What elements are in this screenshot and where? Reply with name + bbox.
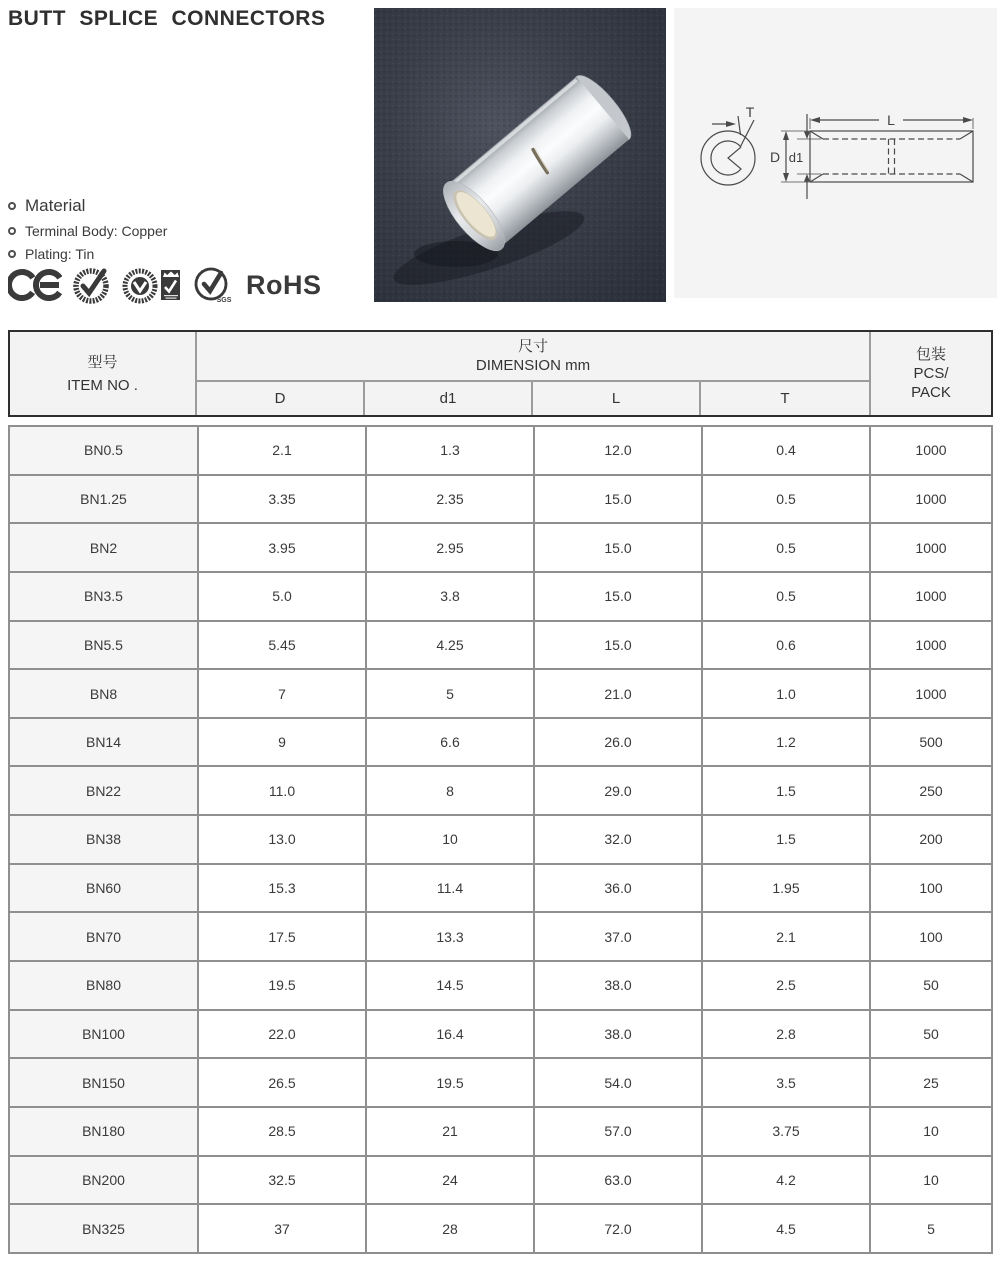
l-cell: 54.0 — [534, 1058, 702, 1107]
butt-splice-connector-image — [374, 8, 666, 302]
header-item-no-zh: 型号 — [87, 353, 118, 371]
d1-cell: 19.5 — [366, 1058, 534, 1107]
d-cell: 37 — [198, 1204, 366, 1253]
d1-cell: 10 — [366, 815, 534, 864]
item-no-cell: BN5.5 — [9, 621, 198, 670]
l-cell: 26.0 — [534, 718, 702, 767]
page-title: BUTT SPLICE CONNECTORS — [8, 7, 326, 30]
t-cell: 3.5 — [702, 1058, 870, 1107]
table-row — [9, 621, 992, 670]
d-cell: 17.5 — [198, 912, 366, 961]
t-cell: 2.1 — [702, 912, 870, 961]
item-no-cell: BN60 — [9, 864, 198, 913]
d1-cell: 16.4 — [366, 1010, 534, 1059]
l-cell: 15.0 — [534, 523, 702, 572]
crown-check-ukas-badge-icon — [122, 265, 182, 305]
d-cell: 22.0 — [198, 1010, 366, 1059]
material-heading: Material — [25, 196, 86, 215]
d1-cell: 3.8 — [366, 572, 534, 621]
item-no-cell: BN14 — [9, 718, 198, 767]
material-item: Plating: Tin — [25, 246, 95, 262]
item-no-cell: BN150 — [9, 1058, 198, 1107]
table-row — [9, 815, 992, 864]
header-pack-en2: PACK — [911, 384, 951, 401]
bullet-ring-icon — [8, 202, 16, 210]
drawing-panel — [674, 8, 997, 298]
table-row — [9, 1156, 992, 1205]
material-item-row — [8, 223, 167, 239]
pack-cell: 1000 — [870, 475, 992, 524]
table-row — [9, 669, 992, 718]
t-cell: 1.95 — [702, 864, 870, 913]
table-row — [9, 1058, 992, 1107]
d1-cell: 6.6 — [366, 718, 534, 767]
dim-label-L: L — [887, 112, 895, 128]
d-cell: 5.45 — [198, 621, 366, 670]
d1-cell: 8 — [366, 766, 534, 815]
pack-cell: 1000 — [870, 572, 992, 621]
d1-cell: 21 — [366, 1107, 534, 1156]
d-cell: 13.0 — [198, 815, 366, 864]
d1-cell: 13.3 — [366, 912, 534, 961]
item-no-cell: BN38 — [9, 815, 198, 864]
d1-cell: 5 — [366, 669, 534, 718]
l-cell: 37.0 — [534, 912, 702, 961]
l-cell: 15.0 — [534, 572, 702, 621]
pack-cell: 10 — [870, 1156, 992, 1205]
t-cell: 1.5 — [702, 815, 870, 864]
l-cell: 38.0 — [534, 1010, 702, 1059]
t-cell: 1.0 — [702, 669, 870, 718]
pack-cell: 100 — [870, 912, 992, 961]
weee-compliance-check-badge-icon — [73, 265, 111, 305]
table-row — [9, 523, 992, 572]
l-cell: 57.0 — [534, 1107, 702, 1156]
header-pack-zh: 包装 — [915, 346, 946, 363]
item-no-cell: BN8 — [9, 669, 198, 718]
t-cell: 1.2 — [702, 718, 870, 767]
item-no-cell: BN70 — [9, 912, 198, 961]
t-cell: 1.5 — [702, 766, 870, 815]
dim-label-T: T — [745, 104, 755, 120]
d-cell: 11.0 — [198, 766, 366, 815]
header-dimension-zh: 尺寸 — [517, 338, 548, 355]
pack-cell: 25 — [870, 1058, 992, 1107]
l-cell: 29.0 — [534, 766, 702, 815]
d1-cell: 2.35 — [366, 475, 534, 524]
ce-mark-icon — [8, 267, 62, 303]
d-cell: 3.95 — [198, 523, 366, 572]
header-col-d1: d1 — [365, 382, 533, 415]
table-row — [9, 1107, 992, 1156]
header-dimension-en: DIMENSION mm — [475, 357, 591, 374]
item-no-cell: BN22 — [9, 766, 198, 815]
d-cell: 32.5 — [198, 1156, 366, 1205]
l-cell: 38.0 — [534, 961, 702, 1010]
pack-cell: 1000 — [870, 523, 992, 572]
pack-cell: 1000 — [870, 621, 992, 670]
item-no-cell: BN100 — [9, 1010, 198, 1059]
header-pack-en1: PCS/ — [913, 365, 949, 382]
item-no-cell: BN1.25 — [9, 475, 198, 524]
d1-cell: 24 — [366, 1156, 534, 1205]
material-heading-row — [8, 196, 167, 216]
bullet-ring-icon — [8, 250, 16, 258]
rohs-label: RoHS — [246, 269, 322, 300]
t-cell: 2.5 — [702, 961, 870, 1010]
table-row — [9, 426, 992, 475]
d1-cell: 2.95 — [366, 523, 534, 572]
table-row — [9, 1010, 992, 1059]
table-row — [9, 961, 992, 1010]
sgs-text: SGS — [216, 297, 232, 304]
d-cell: 5.0 — [198, 572, 366, 621]
table-row — [9, 864, 992, 913]
d1-cell: 1.3 — [366, 426, 534, 475]
material-item-row — [8, 246, 167, 262]
sgs-check-badge-icon — [193, 265, 235, 305]
l-cell: 32.0 — [534, 815, 702, 864]
dim-label-D: D — [769, 149, 781, 165]
table-row — [9, 718, 992, 767]
item-no-cell: BN2 — [9, 523, 198, 572]
header-dimension — [197, 332, 869, 382]
item-no-cell: BN325 — [9, 1204, 198, 1253]
l-cell: 36.0 — [534, 864, 702, 913]
t-cell: 4.2 — [702, 1156, 870, 1205]
bullet-ring-icon — [8, 227, 16, 235]
t-cell: 4.5 — [702, 1204, 870, 1253]
d1-cell: 4.25 — [366, 621, 534, 670]
certification-logos — [8, 264, 322, 306]
d-cell: 2.1 — [198, 426, 366, 475]
d-cell: 9 — [198, 718, 366, 767]
t-cell: 0.5 — [702, 475, 870, 524]
table-row — [9, 766, 992, 815]
pack-cell: 250 — [870, 766, 992, 815]
pack-cell: 100 — [870, 864, 992, 913]
pack-cell: 1000 — [870, 669, 992, 718]
item-no-cell: BN3.5 — [9, 572, 198, 621]
t-cell: 0.5 — [702, 572, 870, 621]
pack-cell: 500 — [870, 718, 992, 767]
pack-cell: 10 — [870, 1107, 992, 1156]
l-cell: 12.0 — [534, 426, 702, 475]
header-col-T: T — [780, 390, 790, 407]
header-item-no-en: ITEM NO . — [67, 376, 138, 394]
t-cell: 0.5 — [702, 523, 870, 572]
d1-cell: 14.5 — [366, 961, 534, 1010]
pack-cell: 5 — [870, 1204, 992, 1253]
l-cell: 15.0 — [534, 475, 702, 524]
header-pack — [869, 332, 991, 415]
dimension-diagram — [674, 8, 997, 298]
pack-cell: 1000 — [870, 426, 992, 475]
l-cell: 15.0 — [534, 621, 702, 670]
table-row — [9, 572, 992, 621]
t-cell: 0.6 — [702, 621, 870, 670]
item-no-cell: BN80 — [9, 961, 198, 1010]
material-section — [8, 196, 167, 269]
table-row — [9, 475, 992, 524]
l-cell: 63.0 — [534, 1156, 702, 1205]
d-cell: 19.5 — [198, 961, 366, 1010]
header-col-L: L — [533, 382, 701, 415]
table-row — [9, 912, 992, 961]
material-item: Terminal Body: Copper — [25, 223, 168, 239]
l-cell: 72.0 — [534, 1204, 702, 1253]
t-cell: 2.8 — [702, 1010, 870, 1059]
d-cell: 7 — [198, 669, 366, 718]
spec-table — [8, 330, 993, 1254]
dim-label-d1: d1 — [788, 150, 804, 165]
pack-cell: 50 — [870, 961, 992, 1010]
spec-table-header — [8, 330, 993, 417]
pack-cell: 50 — [870, 1010, 992, 1059]
item-no-cell: BN0.5 — [9, 426, 198, 475]
d-cell: 15.3 — [198, 864, 366, 913]
pack-cell: 200 — [870, 815, 992, 864]
spec-table-body — [8, 425, 993, 1254]
l-cell: 21.0 — [534, 669, 702, 718]
d1-cell: 28 — [366, 1204, 534, 1253]
product-photo — [374, 8, 666, 302]
d-cell: 28.5 — [198, 1107, 366, 1156]
t-cell: 3.75 — [702, 1107, 870, 1156]
d-cell: 26.5 — [198, 1058, 366, 1107]
t-cell: 0.4 — [702, 426, 870, 475]
d-cell: 3.35 — [198, 475, 366, 524]
item-no-cell: BN200 — [9, 1156, 198, 1205]
header-col-D: D — [197, 382, 365, 415]
d1-cell: 11.4 — [366, 864, 534, 913]
table-row — [9, 1204, 992, 1253]
spec-table-body-rows — [9, 426, 992, 1253]
item-no-cell: BN180 — [9, 1107, 198, 1156]
header-item-no — [10, 332, 197, 415]
